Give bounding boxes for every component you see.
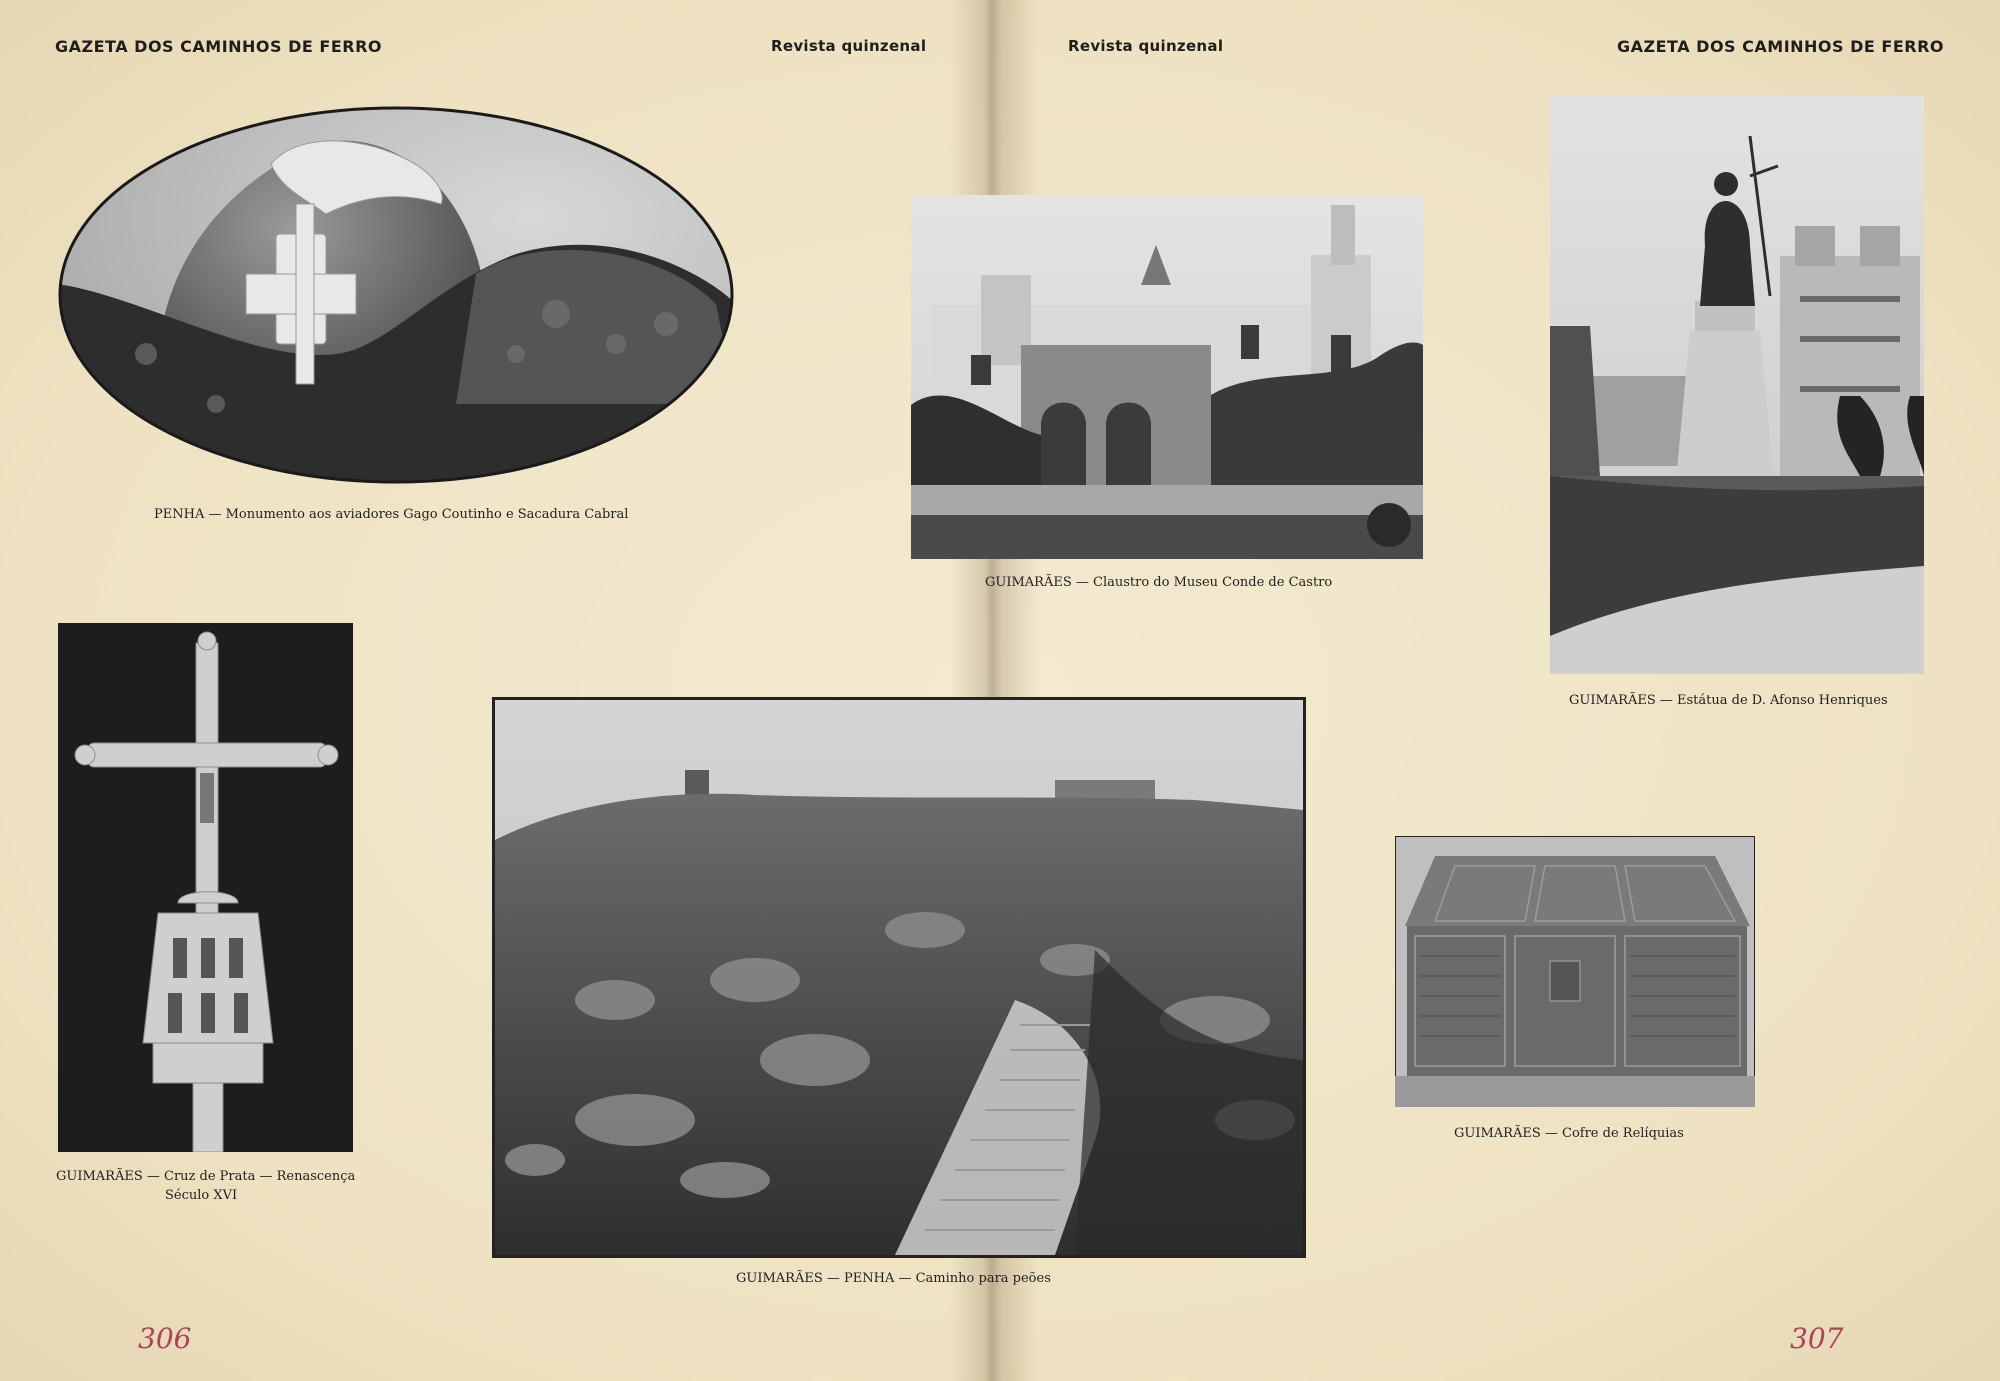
photo-museu-claustro: [911, 195, 1423, 559]
left-page-number: 306: [138, 1322, 192, 1355]
caption-cruz-prata-line2: Século XVI: [165, 1188, 238, 1203]
caption-museu-claustro: GUIMARÃES — Claustro do Museu Conde de Castro: [985, 575, 1333, 590]
right-page-number: 307: [1790, 1322, 1844, 1355]
photo-cofre-reliquias: [1395, 836, 1755, 1107]
left-header-subtitle: Revista quinzenal: [771, 37, 927, 55]
photo-afonso-statue: [1550, 96, 1924, 674]
photo-penha-caminho: [492, 697, 1306, 1258]
right-header-subtitle: Revista quinzenal: [1068, 37, 1224, 55]
photo-penha-monument: [56, 104, 736, 486]
caption-cofre-reliquias: GUIMARÃES — Cofre de Relíquias: [1454, 1126, 1684, 1141]
left-header-title: GAZETA DOS CAMINHOS DE FERRO: [55, 37, 383, 56]
photo-cruz-prata: [58, 623, 353, 1152]
right-header-title: GAZETA DOS CAMINHOS DE FERRO: [1617, 37, 1945, 56]
caption-afonso-statue: GUIMARÃES — Estátua de D. Afonso Henriques: [1569, 693, 1888, 708]
caption-penha-monument: PENHA — Monumento aos aviadores Gago Coutinho e Sacadura Cabral: [154, 507, 629, 522]
caption-penha-caminho: GUIMARÃES — PENHA — Caminho para peões: [736, 1271, 1051, 1286]
caption-cruz-prata-line1: GUIMARÃES — Cruz de Prata — Renascença: [56, 1169, 356, 1184]
